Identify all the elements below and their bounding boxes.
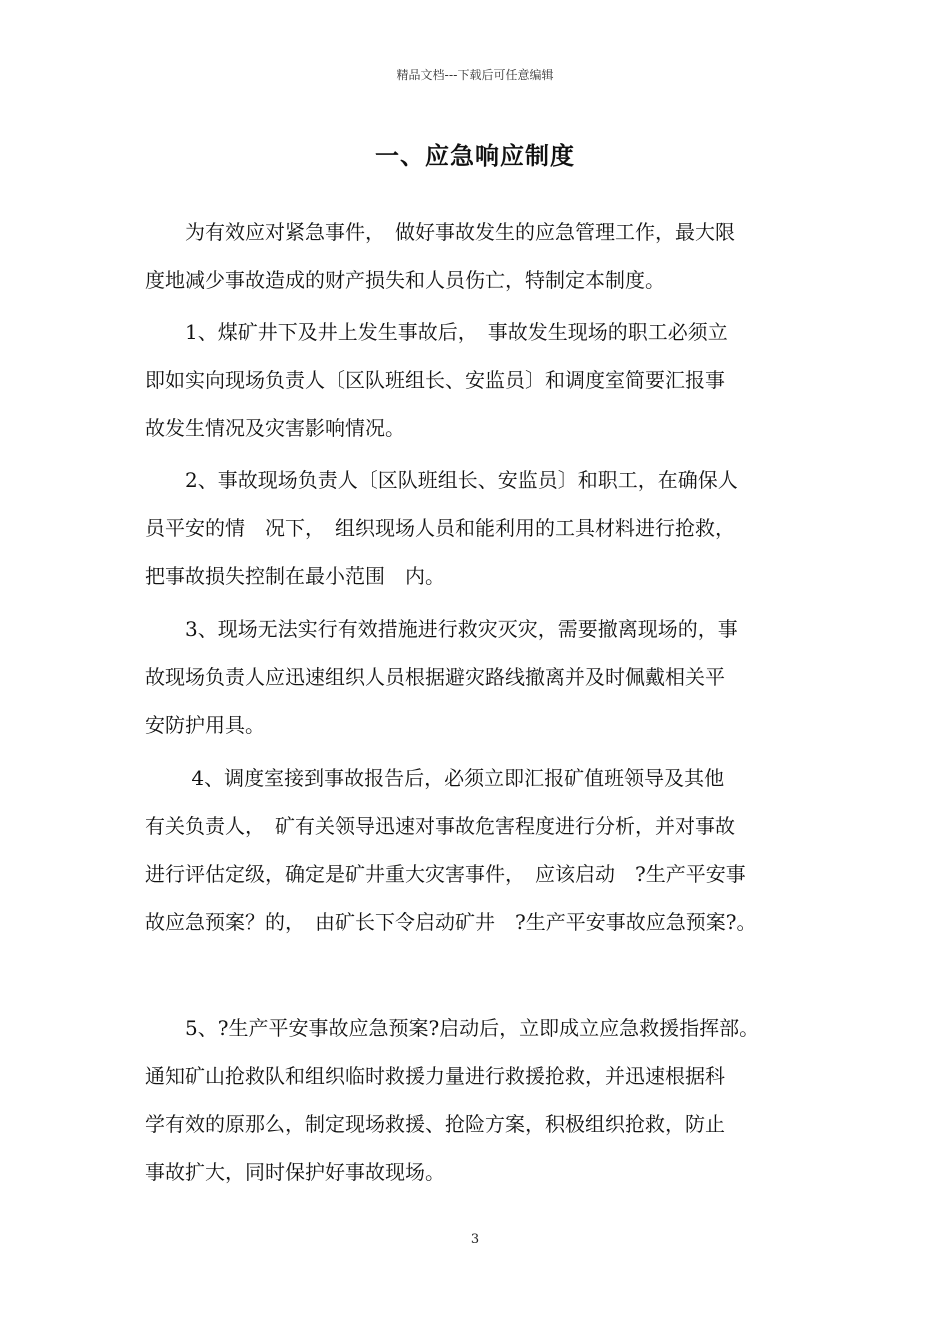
text-line: 故现场负责人应迅速组织人员根据避灾路线撤离并及时佩戴相关平 [145, 665, 725, 689]
paragraph-intro [145, 208, 815, 304]
text-line: 故应急预案？的， 由矿长下令启动矿井 ?生产平安事故应急预案?。 [145, 910, 757, 934]
text-line: 安防护用具。 [145, 713, 265, 737]
section-title: 一、应急响应制度 [375, 142, 575, 170]
text-line: 进行评估定级，确定是矿井重大灾害事件， 应该启动 ?生产平安事 [145, 862, 746, 886]
paragraph-item-2 [145, 456, 815, 600]
text-line: 1、煤矿井下及井上发生事故后， 事故发生现场的职工必须立 [145, 320, 728, 344]
page-number: 3 [470, 1232, 480, 1247]
page-header: 精品文档---下载后可任意编辑 [396, 68, 554, 82]
text-line: 有关负责人， 矿有关领导迅速对事故危害程度进行分析，并对事故 [145, 814, 735, 838]
text-line: 通知矿山抢救队和组织临时救援力量进行救援抢救，并迅速根据科 [145, 1064, 725, 1088]
text-line: 即如实向现场负责人〔区队班组长、安监员〕和调度室简要汇报事 [145, 368, 725, 392]
text-line: 故发生情况及灾害影响情况。 [145, 416, 405, 440]
text-line: 度地减少事故造成的财产损失和人员伤亡，特制定本制度。 [145, 268, 665, 292]
paragraph-item-3 [145, 605, 815, 749]
text-line: 2、事故现场负责人〔区队班组长、安监员〕和职工，在确保人 [145, 468, 738, 492]
text-line: 员平安的情 况下， 组织现场人员和能利用的工具材料进行抢救， [145, 516, 735, 540]
text-line: 把事故损失控制在最小范围 内。 [145, 564, 445, 588]
text-line: 3、现场无法实行有效措施进行救灾灭灾，需要撤离现场的，事 [145, 617, 738, 641]
text-line: 4、调度室接到事故报告后，必须立即汇报矿值班领导及其他 [145, 766, 725, 790]
paragraph-item-4 [145, 754, 815, 946]
text-line: 学有效的原那么，制定现场救援、抢险方案，积极组织抢救，防止 [145, 1112, 725, 1136]
paragraph-item-5 [145, 1004, 815, 1196]
text-line: 事故扩大，同时保护好事故现场。 [145, 1160, 445, 1184]
text-line: 5、?生产平安事故应急预案?启动后，立即成立应急救援指挥部。 [145, 1016, 760, 1040]
text-line: 为有效应对紧急事件， 做好事故发生的应急管理工作，最大限 [145, 220, 735, 244]
paragraph-item-1 [145, 308, 815, 452]
